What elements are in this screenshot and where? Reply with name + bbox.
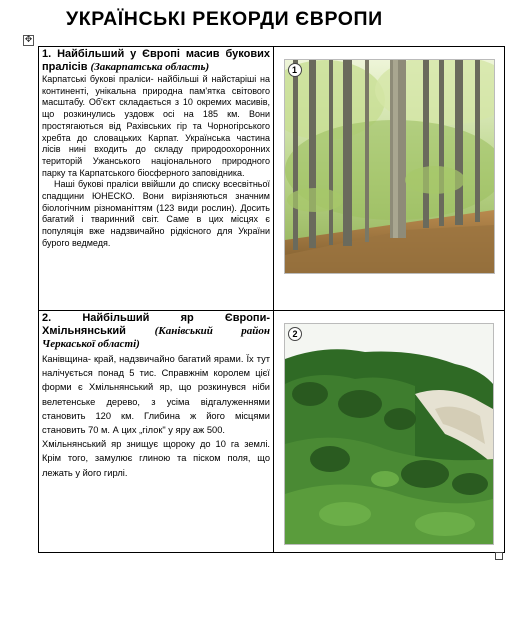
entry-paragraph: Хмільнянський яр знищує щороку до 10 га землі. Крім того, замулює глиною та піском поля, що лежать у його гирлі. (42, 439, 270, 478)
move-cross-icon[interactable]: ✥ (24, 35, 33, 45)
ravine-image (285, 324, 493, 544)
entry-body (42, 74, 270, 250)
entry-region: (Канівський район Черкаської області) (42, 325, 270, 350)
entry-title-text: 1. Найбільший у Європі масив букових пралісів (42, 48, 270, 73)
records-table (38, 46, 505, 553)
beech-forest-photo (284, 59, 495, 274)
photo-number-badge: 2 (288, 327, 302, 341)
ravine-photo (284, 323, 494, 545)
entry-paragraph: Канівщина- край, надзвичайно багатий ярами. Їх тут налічується понад 5 тис. Справжнім королем цієї форми є Хмільнянський яр, що розкинувся ніби велетенське дерево, з усіма відгалуженнями становить 120 км. Глибина ж його місцями становить 70 м. А цих „гілок" у яру аж 500. (42, 354, 270, 436)
entry-title (42, 312, 270, 351)
photo-number-badge: 1 (288, 63, 302, 77)
text-cell (39, 47, 274, 311)
entry-region: (Закарпатська область) (90, 61, 210, 73)
image-cell (274, 47, 505, 311)
entry-body (42, 352, 270, 480)
image-cell (274, 311, 505, 553)
page-title: УКРАЇНСЬКІ РЕКОРДИ ЄВРОПИ (66, 8, 383, 30)
entry-title-text: 2. Найбільший яр Європи- Хмільнянський (42, 312, 270, 337)
table-row (39, 47, 505, 311)
entry-title (42, 48, 270, 74)
table-resize-handle[interactable] (495, 552, 503, 560)
text-cell (39, 311, 274, 553)
entry-paragraph: Наші букові праліси ввійшли до списку всесвітньої спадщини ЮНЕСКО. Вони вирізняються значним біологічним різноманіттям (123 види рослин). Досить багатий і тваринний світ. Саме в цих місцях є популяція вже надзвичайно рідкісного для України бурого ведмедя. (42, 179, 270, 248)
beech-forest-image (285, 60, 494, 273)
table-row (39, 311, 505, 553)
entry-paragraph: Карпатські букові праліси- найбільші й найстаріші на континенті, унікальна природна пам'ятка світового масштабу. Об'єкт складається з 10 окремих масивів, що розкинулись уздовж осі на 185 км. Вони простягаються від Рахівських гір та Чорногірського хребта до словацьких Карпат. Українська частина лісів нині входить до складу природоохоронних територій Ужанського національного природного парку та Карпатського біосферного заповідника. (42, 74, 270, 178)
